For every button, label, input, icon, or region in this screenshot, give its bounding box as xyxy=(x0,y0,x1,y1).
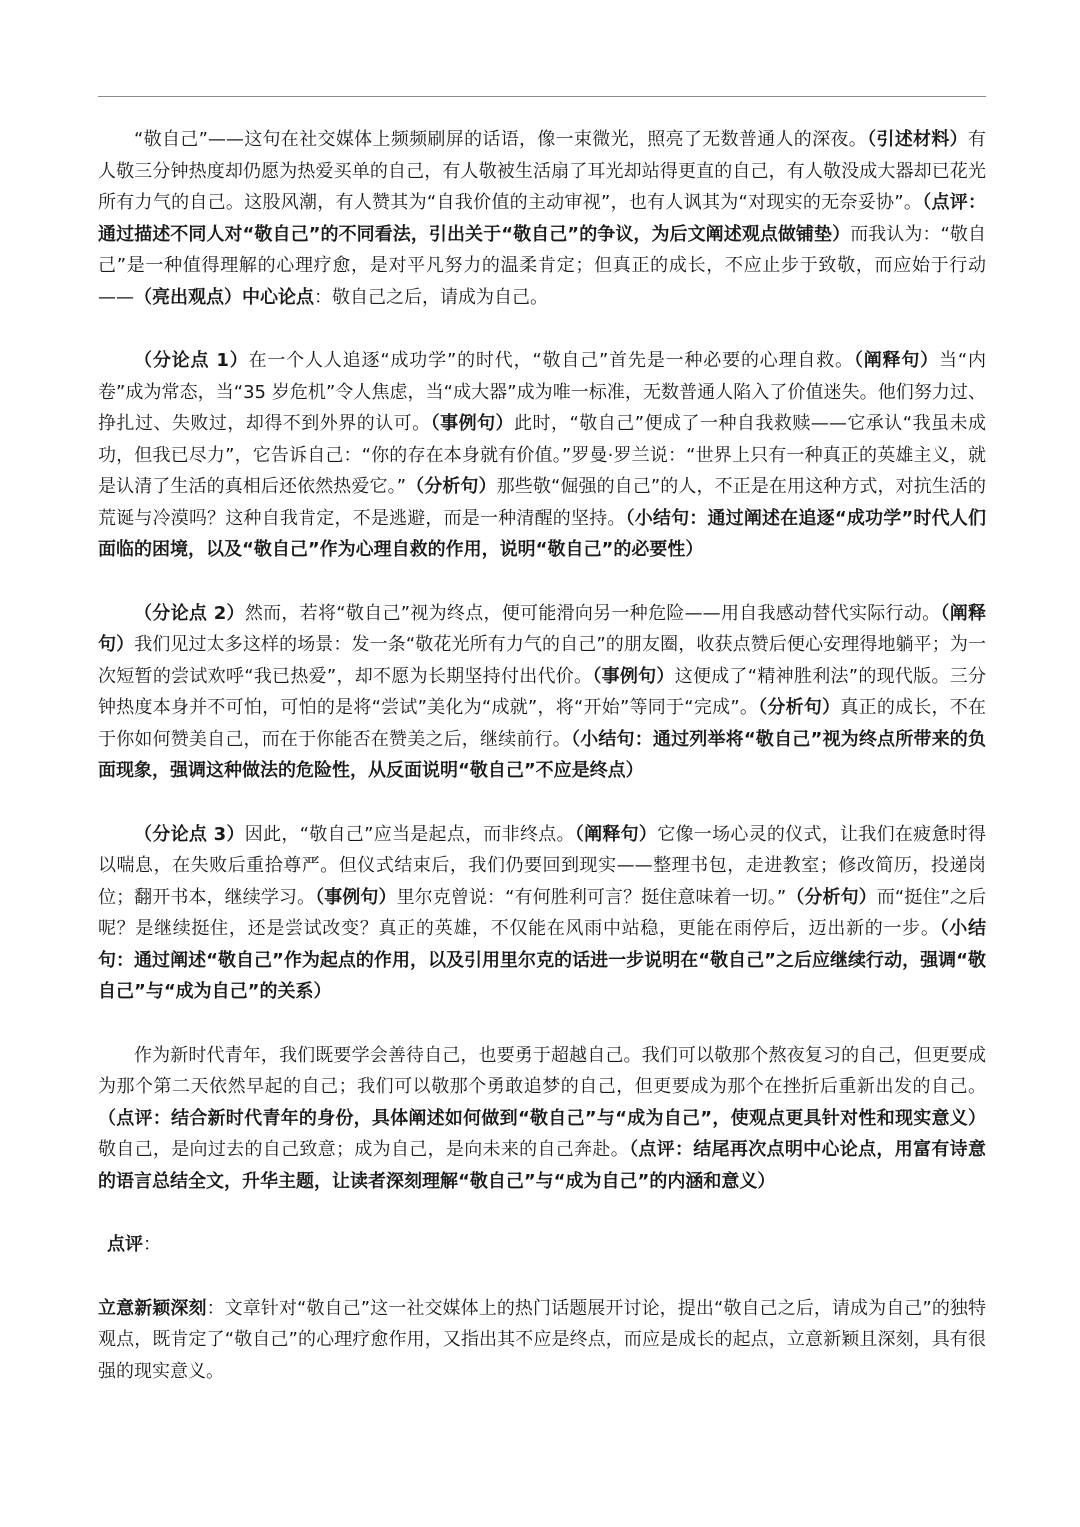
annotation-text: （小结句：通过阐述“敬自己”作为起点的作用，以及引用里尔克的话进一步说明在“敬自己”之后应继续行动，强调“敬自己”与“成为自己”的关系） xyxy=(98,918,986,1002)
annotation-text: （亮出观点）中心论点 xyxy=(134,286,314,308)
annotation-text: （点评：通过描述不同人对“敬自己”的不同看法，引出关于“敬自己”的争议，为后文阐述观点做铺垫） xyxy=(98,192,987,245)
sub-argument-2-paragraph xyxy=(98,598,986,787)
annotation-text: 立意新颖深刻 xyxy=(98,1297,207,1319)
annotation-text: （小结句：通过阐述在追逐“成功学”时代人们面临的困境，以及“敬自己”作为心理自救的作用，说明“敬自己”的必要性） xyxy=(98,507,986,560)
annotation-text: （事例句） xyxy=(315,886,397,908)
body-text: ：文章针对“敬自己”这一社交媒体上的热门话题展开讨论，提出“敬自己之后，请成为自己”的独特观点，既肯定了“敬自己”的心理疗愈作用，又指出其不应是终点，而应是成长的起点，立意新颖且深刻，具有很强的现实意义。 xyxy=(98,1297,987,1382)
annotation-text: （分析句） xyxy=(758,697,841,718)
top-divider xyxy=(98,96,986,97)
body-text: 当“内卷”成为常态，当“35 岁危机”令人焦虑，当“成大器”成为唯一标准，无数普通人陷入了价值迷失。他们努力过、挣扎过、失败过，却得不到外界的认可。 xyxy=(98,350,986,434)
comment-heading xyxy=(98,1229,986,1261)
body-text: 而“挺住”之后呢？是继续挺住，还是尝试改变？真正的英雄，不仅能在风雨中站稳，更能在雨停后，迈出新的一步。 xyxy=(98,886,987,939)
body-text: “敬自己”——这句在社交媒体上频频刷屏的话语，像一束微光，照亮了无数普通人的深夜。 xyxy=(134,129,868,150)
sub-argument-1-paragraph xyxy=(98,345,986,566)
body-text: 它像一场心灵的仪式，让我们在疲惫时得以喘息，在失败后重拾尊严。但仪式结束后，我们仍要回到现实——整理书包，走进教室；修改简历，投递岗位；翻开书本，继续学习。 xyxy=(98,823,987,908)
annotation-text: （阐释句） xyxy=(853,350,940,371)
body-text: 我们见过太多这样的场景：发一条“敬花光所有力气的自己”的朋友圈，收获点赞后便心安理得地躺平；为一次短暂的尝试欢呼“我已热爱”，却不愿为长期坚持付出代价。 xyxy=(98,634,986,687)
body-text: 真正的成长，不在于你如何赞美自己，而在于你能否在赞美之后，继续前行。 xyxy=(98,697,987,750)
annotation-text: （分论点 3） xyxy=(134,823,245,845)
annotation-text: （分析句） xyxy=(406,476,497,497)
body-text: 敬自己，是向过去的自己致意；成为自己，是向未来的自己奔赴。 xyxy=(98,1139,630,1160)
annotation-text: （分析句） xyxy=(786,886,877,908)
comment-paragraph xyxy=(98,1293,986,1388)
body-text: 然而，若将“敬自己”视为终点，便可能滑向另一种危险——用自我感动替代实际行动。 xyxy=(244,602,941,624)
annotation-text: （分论点 2） xyxy=(134,602,245,624)
intro-paragraph xyxy=(98,124,986,313)
annotation-text: （点评：结尾再次点明中心论点，用富有诗意的语言总结全文，升华主题，让读者深刻理解“敬自己”与“成为自己”的内涵和意义） xyxy=(98,1139,986,1192)
annotation-text: （分论点 1） xyxy=(134,350,249,371)
body-text: ：敬自己之后，请成为自己。 xyxy=(314,286,548,308)
body-text: ： xyxy=(143,1234,161,1255)
body-text: 里尔克曾说：“有何胜利可言？挺住意味着一切。” xyxy=(396,886,787,908)
body-text: 而我认为：“敬自己”是一种值得理解的心理疗愈，是对平凡努力的温柔肯定；但真正的成长，不应止步于致敬，而应始于行动—— xyxy=(98,223,986,308)
annotation-text: （事例句） xyxy=(430,413,515,434)
annotation-text: （阐释句） xyxy=(574,823,658,845)
annotation-text: （阐释句） xyxy=(98,602,986,655)
article-body xyxy=(98,124,986,1419)
body-text: 作为新时代青年，我们既要学会善待自己，也要勇于超越自己。我们可以敬那个熬夜复习的自己，但更要成为那个第二天依然早起的自己；我们可以敬那个勇敢追梦的自己，但更要成为那个在挫折后重新出发的自己。 xyxy=(98,1044,986,1097)
annotation-text: （小结句：通过列举将“敬自己”视为终点所带来的负面现象，强调这种做法的危险性，从反面说明“敬自己”不应是终点） xyxy=(98,728,986,781)
conclusion-paragraph xyxy=(98,1040,986,1198)
body-text: 此时，“敬自己”便成了一种自我救赎——它承认“我虽未成功，但我已尽力”，它告诉自己：“你的存在本身就有价值。”罗曼·罗兰说：“世界上只有一种真正的英雄主义，就是认清了生活的真相后还依然热爱它。” xyxy=(98,413,987,497)
body-text: 这便成了“精神胜利法”的现代版。三分钟热度本身并不可怕，可怕的是将“尝试”美化为“成就”，将“开始”等同于“完成”。 xyxy=(98,665,986,718)
annotation-text: （引述材料） xyxy=(867,129,968,150)
annotation-text: （点评：结合新时代青年的身份，具体阐述如何做到“敬自己”与“成为自己”，使观点更具针对性和现实意义） xyxy=(98,1107,986,1129)
annotation-text: 点评 xyxy=(107,1234,143,1255)
body-text: 有人敬三分钟热度却仍愿为热爱买单的自己，有人敬被生活扇了耳光却站得更直的自己，有人敬没成大器却已花光所有力气的自己。这股风潮，有人赞其为“自我价值的主动审视”，也有人讽其为“对现实的无奈妥协”。 xyxy=(98,129,986,213)
annotation-text: （事例句） xyxy=(592,665,675,687)
sub-argument-3-paragraph xyxy=(98,819,986,1008)
body-text: 因此，“敬自己”应当是起点，而非终点。 xyxy=(244,823,575,845)
body-text: 那些敬“倔强的自己”的人，不正是在用这种方式，对抗生活的荒诞与冷漠吗？这种自我肯定，不是逃避，而是一种清醒的坚持。 xyxy=(98,476,986,529)
body-text: 在一个人人追逐“成功学”的时代，“敬自己”首先是一种必要的心理自救。 xyxy=(248,350,854,371)
